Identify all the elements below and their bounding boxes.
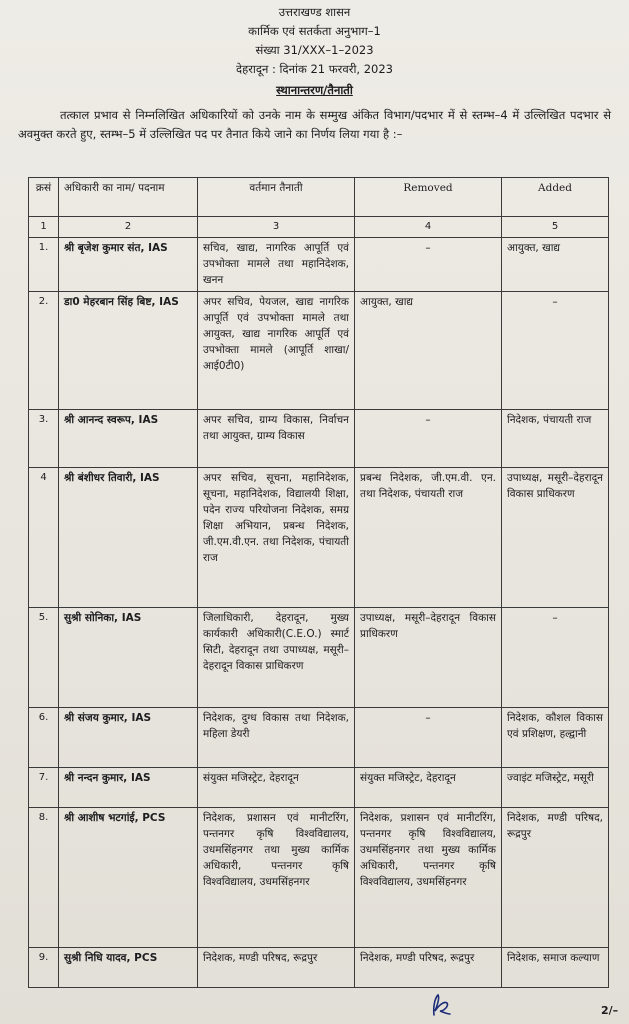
table-row (29, 238, 609, 292)
officer-name: श्री संजय कुमार, IAS (59, 708, 198, 768)
page-number: 2/– (601, 1004, 619, 1017)
header-sl: क्रसं (29, 178, 59, 217)
officer-name: श्री आनन्द स्वरूप, IAS (59, 410, 198, 468)
subject-title: स्थानान्तरण/तैनाती (276, 83, 353, 97)
table-row (29, 608, 609, 708)
added-posts: निदेशक, पंचायती राज (502, 410, 609, 468)
row-sl: 6. (29, 708, 59, 768)
current-posting: संयुक्त मजिस्ट्रेट, देहरादून (198, 768, 355, 808)
current-posting: अपर सचिव, पेयजल, खाद्य नागरिक आपूर्ति एवं उपभोक्ता मामले तथा आयुक्त, खाद्य नागरिक आपूर्ति एवं उपभोक्ता मामले (आपूर्ति शाखा/ आई0टी0) (198, 292, 355, 410)
added-posts: निदेशक, समाज कल्याण (502, 948, 609, 988)
removed-posts: प्रबन्ध निदेशक, जी.एम.वी. एन. तथा निदेशक, पंचायती राज (355, 468, 502, 608)
removed-posts: संयुक्त मजिस्ट्रेट, देहरादून (355, 768, 502, 808)
officer-name: सुश्री निधि यादव, PCS (59, 948, 198, 988)
added-posts: निदेशक, कौशल विकास एवं प्रशिक्षण, हल्द्वानी (502, 708, 609, 768)
table-row (29, 292, 609, 410)
added-posts: निदेशक, मण्डी परिषद, रूद्रपुर (502, 808, 609, 948)
header-name: अधिकारी का नाम/ पदनाम (59, 178, 198, 217)
row-sl: 4 (29, 468, 59, 608)
removed-posts: निदेशक, प्रशासन एवं मानीटरिंग, पन्तनगर कृषि विश्वविद्यालय, उधमसिंहनगर तथा मुख्य कार्मिक अधिकारी, पन्तनगर कृषि विश्वविद्यालय, उधमसिंहनगर (355, 808, 502, 948)
header-current-posting: वर्तमान तैनाती (198, 178, 355, 217)
officer-name: डा0 मेहरबान सिंह बिष्ट, IAS (59, 292, 198, 410)
order-number: संख्या 31/XXX–1–2023 (255, 43, 374, 57)
officer-name: श्री बृजेश कुमार संत, IAS (59, 238, 198, 292)
removed-posts: निदेशक, मण्डी परिषद, रूद्रपुर (355, 948, 502, 988)
removed-posts: – (355, 238, 502, 292)
table-header-row (29, 178, 609, 217)
added-posts: आयुक्त, खाद्य (502, 238, 609, 292)
row-sl: 2. (29, 292, 59, 410)
officer-name: श्री नन्दन कुमार, IAS (59, 768, 198, 808)
current-posting: निदेशक, मण्डी परिषद, रूद्रपुर (198, 948, 355, 988)
transfer-table (28, 177, 609, 988)
signature-mark (428, 992, 454, 1018)
row-sl: 7. (29, 768, 59, 808)
removed-posts: – (355, 410, 502, 468)
current-posting: अपर सचिव, ग्राम्य विकास, निर्वाचन तथा आयुक्त, ग्राम्य विकास (198, 410, 355, 468)
table-row (29, 808, 609, 948)
row-sl: 5. (29, 608, 59, 708)
current-posting: निदेशक, प्रशासन एवं मानीटरिंग, पन्तनगर कृषि विश्वविद्यालय, उधमसिंहनगर तथा मुख्य कार्मिक अधिकारी, पन्तनगर कृषि विश्वविद्यालय, उधमसिंहनगर (198, 808, 355, 948)
table-row (29, 708, 609, 768)
current-posting: जिलाधिकारी, देहरादून, मुख्य कार्यकारी अधिकारी(C.E.O.) स्मार्ट सिटी, देहरादून तथा उपाध्यक्ष, मसूरी–देहरादून विकास प्राधिकरण (198, 608, 355, 708)
table-row (29, 768, 609, 808)
col-number: 2 (59, 217, 198, 238)
added-posts: उपाध्यक्ष, मसूरी–देहरादून विकास प्राधिकरण (502, 468, 609, 608)
added-posts: ज्वाइंट मजिस्ट्रेट, मसूरी (502, 768, 609, 808)
row-sl: 3. (29, 410, 59, 468)
section-title: कार्मिक एवं सतर्कता अनुभाग–1 (248, 24, 381, 38)
header-removed: Removed (355, 178, 502, 217)
table-row (29, 410, 609, 468)
table-row (29, 468, 609, 608)
current-posting: सचिव, खाद्य, नागरिक आपूर्ति एवं उपभोक्ता मामले तथा महानिदेशक, खनन (198, 238, 355, 292)
removed-posts: – (355, 708, 502, 768)
place-date: देहरादून : दिनांक 21 फरवरी, 2023 (235, 62, 393, 76)
letter-header (0, 0, 629, 100)
current-posting: अपर सचिव, सूचना, महानिदेशक, सूचना, महानिदेशक, विद्यालयी शिक्षा, पदेन राज्य परियोजना निदेशक, समग्र शिक्षा अभियान, प्रबन्ध निदेशक, जी.एम.वी.एन. तथा निदेशक, पंचायती राज (198, 468, 355, 608)
column-number-row (29, 217, 609, 238)
added-posts: – (502, 608, 609, 708)
officer-name: श्री आशीष भटगांई, PCS (59, 808, 198, 948)
officer-name: सुश्री सोनिका, IAS (59, 608, 198, 708)
row-sl: 8. (29, 808, 59, 948)
govt-title: उत्तराखण्ड शासन (278, 5, 351, 19)
row-sl: 1. (29, 238, 59, 292)
col-number: 3 (198, 217, 355, 238)
added-posts: – (502, 292, 609, 410)
current-posting: निदेशक, दुग्ध विकास तथा निदेशक, महिला डेयरी (198, 708, 355, 768)
removed-posts: आयुक्त, खाद्य (355, 292, 502, 410)
col-number: 5 (502, 217, 609, 238)
removed-posts: उपाध्यक्ष, मसूरी–देहरादून विकास प्राधिकरण (355, 608, 502, 708)
col-number: 4 (355, 217, 502, 238)
row-sl: 9. (29, 948, 59, 988)
table-row (29, 948, 609, 988)
col-number: 1 (29, 217, 59, 238)
officer-name: श्री बंशीधर तिवारी, IAS (59, 468, 198, 608)
intro-paragraph: तत्काल प्रभाव से निम्नलिखित अधिकारियों को उनके नाम के सम्मुख अंकित विभाग/पदभार में से स्तम्भ–4 में उल्लिखित पदभार से अवमुक्त करते हुए, स्तम्भ–5 में उल्लिखित पद पर तैनात किये जाने का निर्णय लिया गया है :– (18, 108, 611, 141)
header-added: Added (502, 178, 609, 217)
